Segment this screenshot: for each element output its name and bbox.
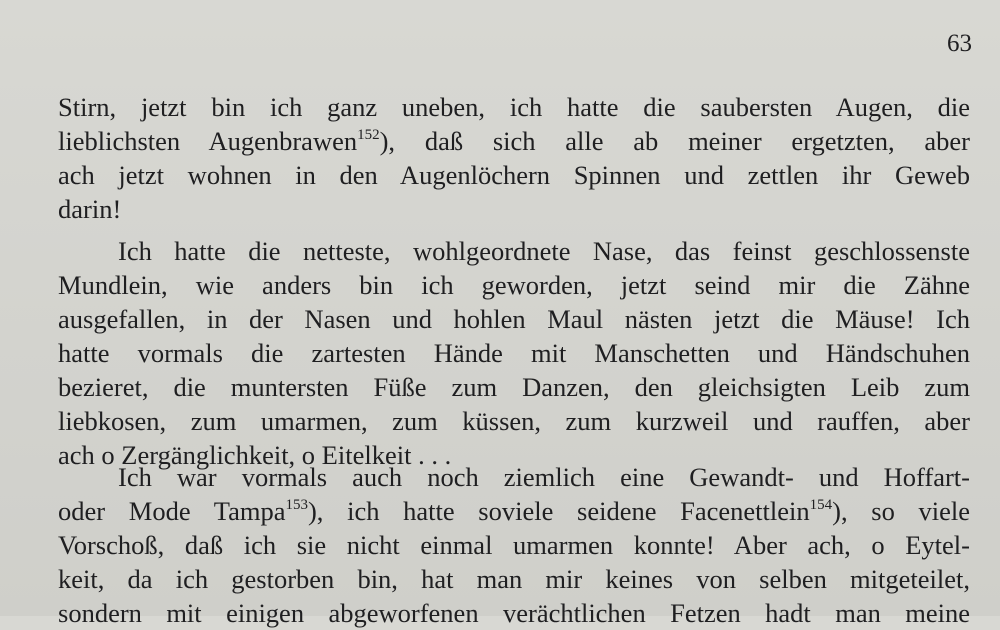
footnote-ref: 154: [809, 497, 833, 513]
text-line: Vorschoß, daß ich sie nicht einmal umarmen konnte! Aber ach, o Eytel-: [58, 530, 970, 560]
text-line: hatte vormals die zartesten Hände mit Manschetten und Händschuhen: [58, 338, 970, 368]
text-line: lieblichsten Augenbrawen$^{152}$), daß sich alle ab meiner ergetzten, aber: [58, 126, 971, 156]
text-line: liebkosen, zum umarmen, zum küssen, zum kurzweil und rauffen, aber: [58, 406, 970, 436]
text-line: Ich war vormals auch noch ziemlich eine Gewandt- und Hoffart-: [118, 462, 970, 492]
text-line: keit, da ich gestorben bin, hat man mir keines von selben mitgeteilet,: [58, 564, 970, 594]
text-line: ach o Zergänglichkeit, o Eitelkeit . . .: [58, 440, 452, 470]
text-line: Stirn, jetzt bin ich ganz uneben, ich hatte die saubersten Augen, die: [58, 92, 970, 122]
text-line: darin!: [58, 194, 122, 224]
page-number: 63: [947, 30, 972, 57]
text-line: sondern mit einigen abgeworfenen verächtlichen Fetzen hadt man meine: [58, 598, 970, 628]
text-line: oder Mode Tampa$^{153}$), ich hatte soviele seidene Facenettlein$^{154}$), so viele: [58, 496, 970, 526]
text-line: bezieret, die muntersten Füße zum Danzen, den gleichsigten Leib zum: [58, 372, 970, 402]
text-line: ausgefallen, in der Nasen und hohlen Maul nästen jetzt die Mäuse! Ich: [58, 304, 970, 334]
text-line: Mundlein, wie anders bin ich geworden, jetzt seind mir die Zähne: [58, 270, 970, 300]
footnote-ref: 152: [357, 127, 380, 143]
footnote-ref: 153: [285, 497, 308, 513]
text-line: Ich hatte die netteste, wohlgeordnete Nase, das feinst geschlossenste: [118, 236, 970, 266]
text-line: ach jetzt wohnen in den Augenlöchern Spinnen und zettlen ihr Geweb: [58, 160, 970, 190]
